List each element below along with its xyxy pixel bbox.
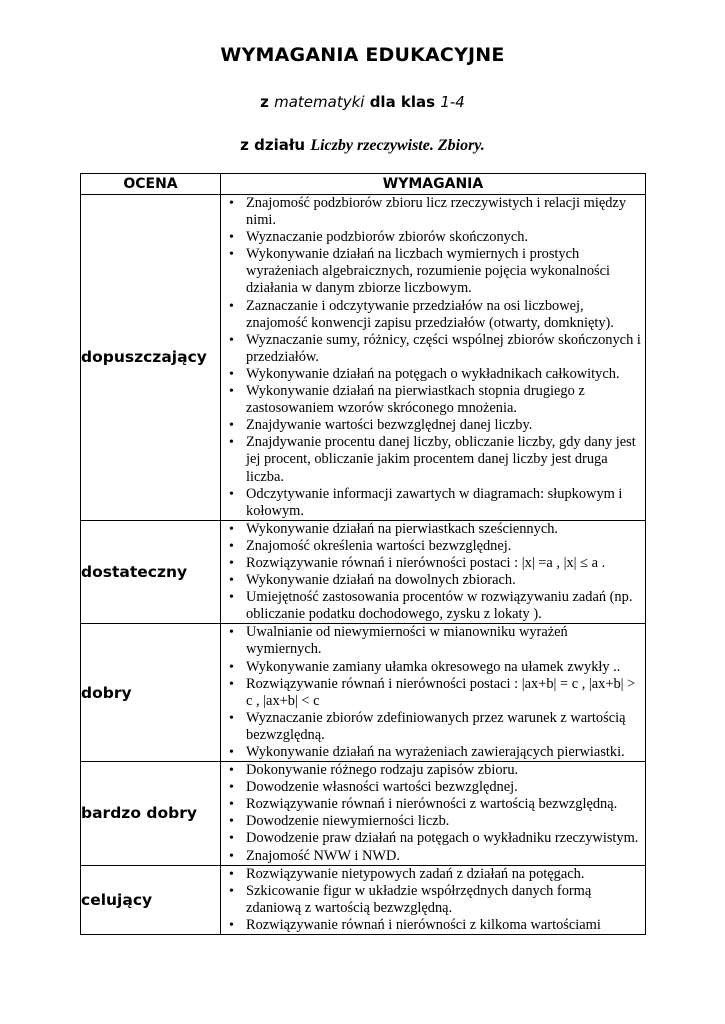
table-header-row (81, 174, 646, 195)
requirements-list (221, 762, 645, 865)
table-row (81, 865, 646, 934)
requirements-cell (221, 520, 646, 624)
table-row (81, 195, 646, 521)
requirements-cell (221, 865, 646, 934)
document-title: WYMAGANIA EDUKACYJNE (220, 44, 505, 66)
requirements-list (221, 195, 645, 520)
list-item: • Wykonywanie zamiany ułamka okresowego na ułamek zwykły .. (221, 659, 645, 676)
list-item: • Uwalnianie od niewymierności w mianowniku wyrażeń wymiernych. (221, 624, 645, 658)
requirements-table (80, 173, 646, 935)
section-heading (0, 136, 725, 155)
requirements-list (221, 866, 645, 934)
list-item: • Dowodzenie własności wartości bezwzględnej. (221, 779, 645, 796)
table-row (81, 762, 646, 866)
requirements-list (221, 624, 645, 761)
list-item: • Rozwiązywanie równań i nierówności z kilkoma wartościami (221, 917, 645, 934)
subtitle-middle: dla klas (364, 93, 441, 111)
list-item: • Zaznaczanie i odczytywanie przedziałów na osi liczbowej, znajomość konwencji zapisu przedziałów (otwarty, domknięty). (221, 298, 645, 332)
grade-cell: bardzo dobry (81, 762, 221, 866)
list-item: • Wyznaczanie sumy, różnicy, części wspólnej zbiorów skończonych i przedziałów. (221, 332, 645, 366)
list-item: • Znajomość podzbiorów zbioru licz rzeczywistych i relacji między nimi. (221, 195, 645, 229)
list-item: • Umiejętność zastosowania procentów w rozwiązywaniu zadań (np. obliczanie podatku dochodowego, zysku z lokaty ). (221, 589, 645, 623)
requirements-cell (221, 762, 646, 866)
grade-cell: dostateczny (81, 520, 221, 624)
list-item: • Rozwiązywanie równań i nierówności postaci : |x| =a , |x| ≤ a . (221, 555, 645, 572)
list-item: • Znajdywanie wartości bezwzględnej danej liczby. (221, 417, 645, 434)
grade-cell: dobry (81, 624, 221, 762)
grade-cell: celujący (81, 865, 221, 934)
subtitle-classes: 1-4 (440, 93, 465, 111)
list-item: • Dowodzenie praw działań na potęgach o wykładniku rzeczywistym. (221, 830, 645, 847)
list-item: • Wyznaczanie zbiorów zdefiniowanych przez warunek z wartością bezwzględną. (221, 710, 645, 744)
section-prefix: z działu (240, 136, 311, 154)
list-item: • Rozwiązywanie równań i nierówności postaci : |ax+b| = c , |ax+b| > c , |ax+b| < c (221, 676, 645, 710)
subtitle-subject: matematyki (274, 93, 365, 111)
table-row (81, 624, 646, 762)
list-item: • Wykonywanie działań na potęgach o wykładnikach całkowitych. (221, 366, 645, 383)
section-name: Liczby rzeczywiste. Zbiory. (310, 137, 485, 154)
requirements-cell (221, 624, 646, 762)
list-item: • Dokonywanie różnego rodzaju zapisów zbioru. (221, 762, 645, 779)
list-item: • Wykonywanie działań na wyrażeniach zawierających pierwiastki. (221, 744, 645, 761)
list-item: • Rozwiązywanie nietypowych zadań z działań na potęgach. (221, 866, 645, 883)
list-item: • Szkicowanie figur w układzie współrzędnych danych formą zdaniową z wartością bezwzględną. (221, 883, 645, 917)
table-row (81, 520, 646, 624)
list-item: • Znajomość NWW i NWD. (221, 848, 645, 865)
list-item: • Znajomość określenia wartości bezwzględnej. (221, 538, 645, 555)
subtitle-prefix: z (260, 93, 275, 111)
list-item: • Wyznaczanie podzbiorów zbiorów skończonych. (221, 229, 645, 246)
list-item: • Wykonywanie działań na pierwiastkach stopnia drugiego z zastosowaniem wzorów skróconego mnożenia. (221, 383, 645, 417)
header-grade: OCENA (81, 174, 221, 195)
grade-cell: dopuszczający (81, 195, 221, 521)
requirements-list (221, 521, 645, 624)
list-item: • Wykonywanie działań na liczbach wymiernych i prostych wyrażeniach algebraicznych, rozumienie pojęcia wykonalności działania w danym zbiorze liczbowym. (221, 246, 645, 297)
list-item: • Znajdywanie procentu danej liczby, obliczanie liczby, gdy dany jest jej procent, obliczanie jakim procentem danej liczby jest druga liczba. (221, 434, 645, 485)
header-requirements: WYMAGANIA (221, 174, 646, 195)
requirements-cell (221, 195, 646, 521)
list-item: • Odczytywanie informacji zawartych w diagramach: słupkowym i kołowym. (221, 486, 645, 520)
list-item: • Wykonywanie działań na pierwiastkach sześciennych. (221, 521, 645, 538)
document-subtitle (0, 93, 725, 111)
list-item: • Dowodzenie niewymierności liczb. (221, 813, 645, 830)
list-item: • Wykonywanie działań na dowolnych zbiorach. (221, 572, 645, 589)
list-item: • Rozwiązywanie równań i nierówności z wartością bezwzględną. (221, 796, 645, 813)
